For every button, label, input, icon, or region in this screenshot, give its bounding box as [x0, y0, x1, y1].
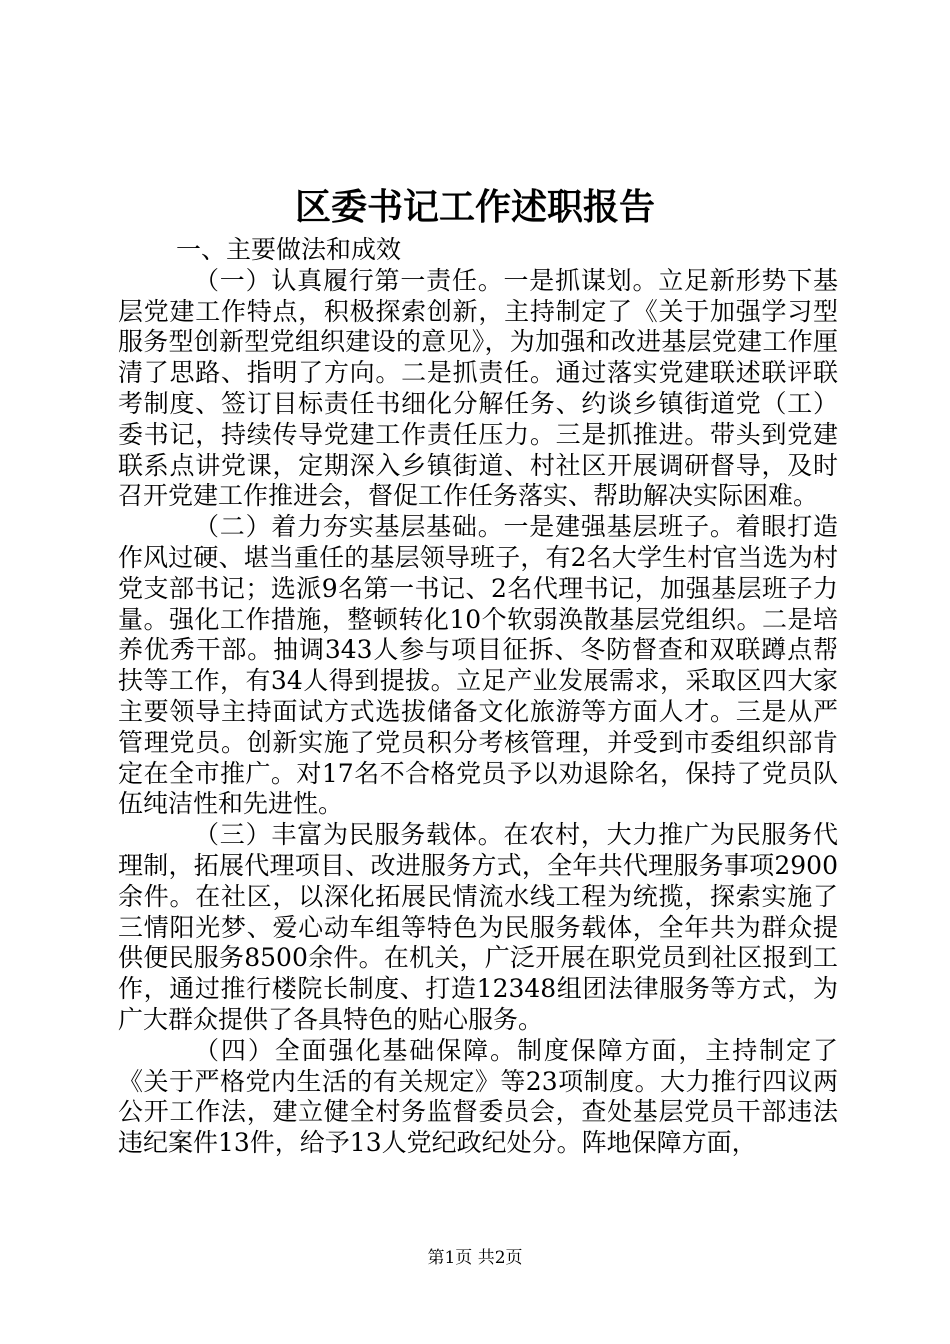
section-heading: 一、主要做法和成效 [176, 235, 402, 264]
paragraph-4: （四）全面强化基础保障。制度保障方面，主持制定了《关于严格党内生活的有关规定》等23项制度。大力推行四议两公开工作法，建立健全村务监督委员会，查处基层党员干部违法违纪案件13件，给予13人党纪政纪处分。阵地保障方面， [118, 1035, 838, 1158]
document-title: 区委书记工作述职报告 [294, 186, 655, 228]
document-body [118, 235, 838, 1159]
page-footer: 第1页 共2页 [427, 1248, 523, 1268]
paragraph-2: （二）着力夯实基层基础。一是建强基层班子。着眼打造作风过硬、堪当重任的基层领导班子，有2名大学生村官当选为村党支部书记；选派9名第一书记、2名代理书记，加强基层班子力量。强化工作措施，整顿转化10个软弱涣散基层党组织。二是培养优秀干部。抽调343人参与项目征拆、冬防督查和双联蹲点帮扶等工作，有34人得到提拔。立足产业发展需求，采取区四大家主要领导主持面试方式选拔储备文化旅游等方面人才。三是从严管理党员。创新实施了党员积分考核管理，并受到市委组织部肯定在全市推广。对17名不合格党员予以劝退除名，保持了党员队伍纯洁性和先进性。 [118, 512, 838, 819]
paragraph-3: （三）丰富为民服务载体。在农村，大力推广为民服务代理制，拓展代理项目、改进服务方式，全年共代理服务事项2900余件。在社区，以深化拓展民情流水线工程为统揽，探索实施了三情阳光梦、爱心动车组等特色为民服务载体，全年共为群众提供便民服务8500余件。在机关，广泛开展在职党员到社区报到工作，通过推行楼院长制度、打造12348组团法律服务等方式，为广大群众提供了各具特色的贴心服务。 [118, 820, 838, 1034]
paragraph-1: （一）认真履行第一责任。一是抓谋划。立足新形势下基层党建工作特点，积极探索创新，主持制定了《关于加强学习型服务型创新型党组织建设的意见》，为加强和改进基层党建工作厘清了思路、指明了方向。二是抓责任。通过落实党建联述联评联考制度、签订目标责任书细化分解任务、约谈乡镇街道党（工）委书记，持续传导党建工作责任压力。三是抓推进。带头到党建联系点讲党课，定期深入乡镇街道、村社区开展调研督导，及时召开党建工作推进会，督促工作任务落实、帮助解决实际困难。 [118, 265, 838, 511]
